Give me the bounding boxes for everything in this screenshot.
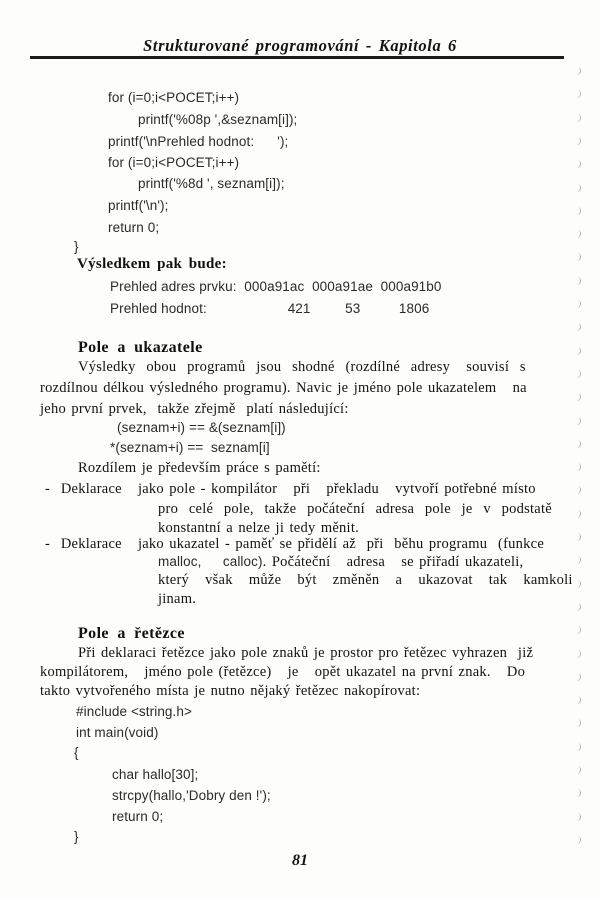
code1-line3: printf('\nPrehled hodnot: '); — [108, 134, 289, 149]
scan-artifact-mark — [574, 789, 581, 798]
scan-artifact-mark — [574, 67, 581, 76]
heading-pole-a-ukazatele: Pole a ukazatele — [78, 339, 203, 356]
scan-artifact-mark — [574, 253, 581, 262]
scan-artifact-mark — [574, 696, 581, 705]
scan-artifact-mark — [574, 626, 581, 635]
code1-line1: for (i=0;i<POCET;i++) — [108, 90, 240, 105]
code2-line4: char hallo[30]; — [112, 767, 199, 782]
scan-artifact-mark — [574, 812, 581, 821]
result-line2: Prehled hodnot: 421 53 1806 — [110, 301, 430, 316]
para1-line2: rozdílnou délkou výsledného programu). Navic je jméno pole ukazatelem na — [40, 380, 527, 396]
page-header-title: Strukturované programování - Kapitola 6 — [143, 36, 457, 55]
scan-artifact-mark — [574, 463, 581, 472]
scan-artifact-mark — [574, 160, 581, 169]
header-rule — [30, 56, 564, 59]
scan-artifact-mark — [574, 113, 581, 122]
bullet2-line2-segment: malloc, calloc) — [158, 554, 263, 569]
code2-line6: return 0; — [112, 809, 164, 824]
scan-artifact-mark — [574, 370, 581, 379]
scan-artifact-mark — [574, 416, 581, 425]
scan-artifact-mark — [574, 439, 581, 448]
bullet2-line2-segment: . Počáteční adresa se přiřadí ukazateli, — [262, 554, 524, 570]
scan-artifact-mark — [574, 719, 581, 728]
para2-line3: takto vytvořeného místa je nutno nějaký řetězec nakopírovat: — [40, 683, 421, 699]
code1-line4: for (i=0;i<POCET;i++) — [108, 155, 240, 170]
bullet2-line2 — [158, 555, 523, 570]
para1-line1: Výsledky obou programů jsou shodné (rozdílné adresy souvisí s — [78, 359, 526, 375]
scan-artifact-mark — [574, 509, 581, 518]
heading-pole-a-retezce: Pole a řetězce — [78, 625, 185, 642]
scan-artifact-mark — [574, 672, 581, 681]
scan-artifact-mark — [574, 183, 581, 192]
expr-line2: *(seznam+i) == seznam[i] — [110, 440, 270, 455]
code1-line8: } — [74, 239, 79, 254]
scan-artifact-mark — [574, 230, 581, 239]
scan-artifact-mark — [574, 742, 581, 751]
scan-artifact-mark — [574, 206, 581, 215]
expr-line1: (seznam+i) == &(seznam[i]) — [117, 420, 286, 435]
scan-artifact-mark — [574, 556, 581, 565]
scan-artifact-mark — [574, 603, 581, 612]
para1-line3: jeho první prvek, takže zřejmě platí následující: — [40, 401, 349, 417]
scan-artifact-mark — [574, 649, 581, 658]
code2-line1: #include <string.h> — [76, 704, 192, 719]
bullet2-line3: který však může být změněn a ukazovat tak kamkoli — [158, 572, 573, 588]
bullet1-line1: - Deklarace jako pole - kompilátor při překladu vytvoří potřebné místo — [45, 481, 536, 497]
code1-line7: return 0; — [108, 220, 160, 235]
result-line1: Prehled adres prvku: 000a91ac 000a91ae 000a91b0 — [110, 279, 442, 294]
code2-line5: strcpy(hallo,'Dobry den !'); — [112, 788, 271, 803]
page-number: 81 — [292, 852, 308, 869]
scan-artifact-mark — [574, 323, 581, 332]
scan-artifact-mark — [574, 300, 581, 309]
bullet1-line3: konstantní a nelze ji tedy měnit. — [158, 520, 359, 536]
scan-artifact-mark — [574, 533, 581, 542]
code2-line7: } — [74, 829, 79, 844]
code2-line2: int main(void) — [76, 725, 159, 740]
scan-artifact-mark — [574, 276, 581, 285]
scan-artifact-mark — [574, 393, 581, 402]
bullet2-line4: jinam. — [158, 591, 197, 607]
para2-line2: kompilátorem, jméno pole (řetězce) je opět ukazatel na první znak. Do — [40, 664, 526, 680]
scan-artifact-mark — [574, 579, 581, 588]
code2-line3: { — [74, 745, 79, 760]
code1-line2: printf('%08p ',&seznam[i]); — [138, 112, 298, 127]
bullet1-line2: pro celé pole, takže počáteční adresa pole je v podstatě — [158, 501, 552, 517]
para-rozdilem: Rozdílem je především práce s pamětí: — [78, 460, 321, 476]
scan-artifact-mark — [574, 486, 581, 495]
code1-line6: printf('\n'); — [108, 198, 169, 213]
scan-artifact-mark — [574, 766, 581, 775]
code1-line5: printf('%8d ', seznam[i]); — [138, 176, 285, 191]
scan-artifact-mark — [574, 137, 581, 146]
scan-artifact-mark — [574, 90, 581, 99]
para2-line1: Při deklaraci řetězce jako pole znaků je prostor pro řetězec vyhrazen již — [78, 645, 534, 661]
scan-artifact-mark — [574, 346, 581, 355]
bullet2-line1: - Deklarace jako ukazatel - paměť se přidělí až při běhu programu (funkce — [45, 536, 545, 552]
result-intro: Výsledkem pak bude: — [77, 256, 227, 272]
scan-artifact-mark — [574, 836, 581, 845]
